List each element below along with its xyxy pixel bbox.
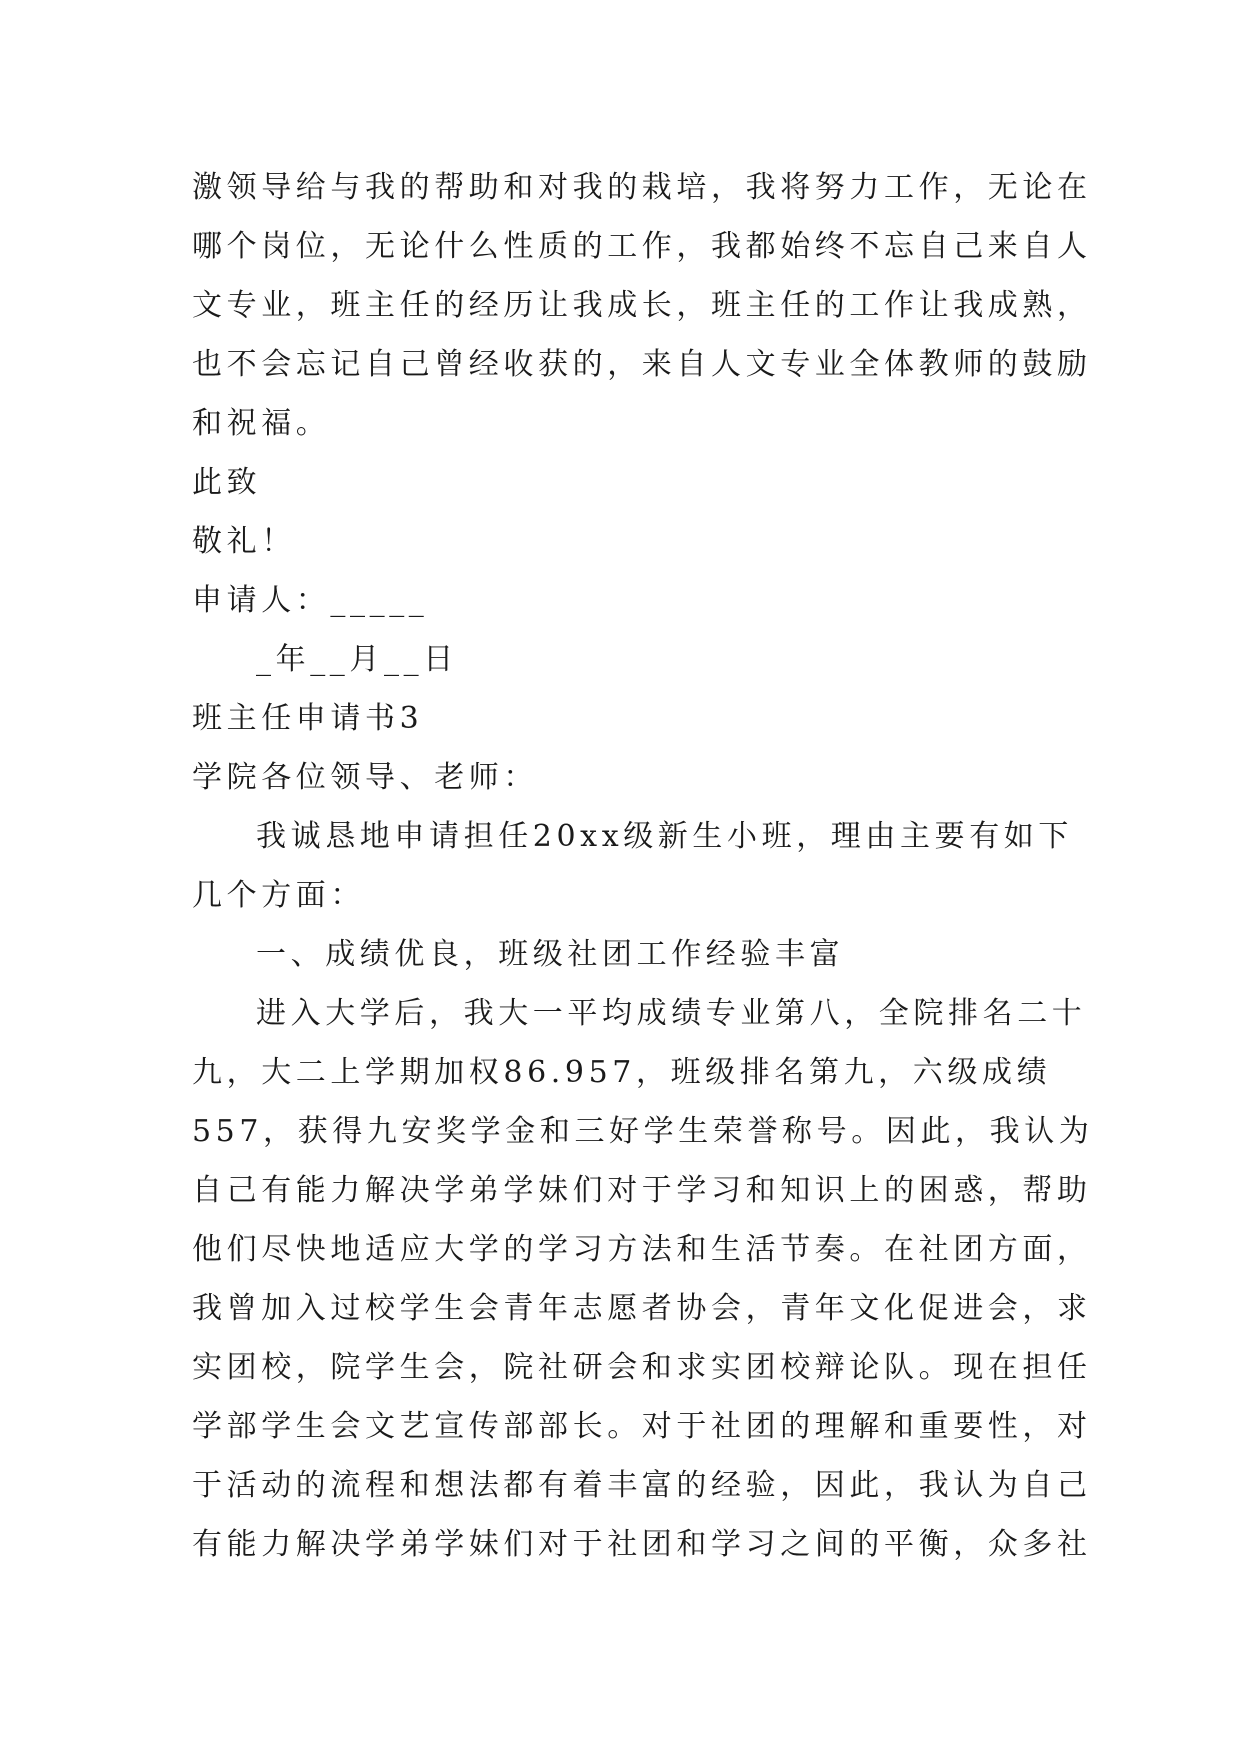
- paragraph-line: 557，获得九安奖学金和三好学生荣誉称号。因此，我认为: [192, 1114, 1094, 1149]
- paragraph-line: 进入大学后，我大一平均成绩专业第八，全院排名二十: [256, 996, 1087, 1031]
- document-body: [192, 158, 1094, 1574]
- paragraph-line: 我诚恳地申请担任20xx级新生小班，理由主要有如下: [256, 819, 1074, 854]
- paragraph-line: 几个方面：: [192, 878, 365, 913]
- paragraph-line: 自己有能力解决学弟学妹们对于学习和知识上的困惑，帮助: [192, 1173, 1092, 1208]
- paragraph-line: 他们尽快地适应大学的学习方法和生活节奏。在社团方面，: [192, 1232, 1092, 1267]
- date-line: _年__月__日: [256, 642, 458, 677]
- paragraph-line: 九，大二上学期加权86.957，班级排名第九，六级成绩: [192, 1055, 1052, 1090]
- greeting: 学院各位领导、老师：: [192, 760, 538, 795]
- applicant-signature-line: 申请人：_____: [192, 583, 429, 618]
- closing-regards: 敬礼！: [192, 524, 296, 559]
- section-title: 班主任申请书3: [192, 701, 424, 736]
- paragraph-line: 激领导给与我的帮助和对我的栽培，我将努力工作，无论在: [192, 170, 1092, 205]
- paragraph-line: 有能力解决学弟学妹们对于社团和学习之间的平衡，众多社: [192, 1527, 1092, 1562]
- subheading: 一、成绩优良，班级社团工作经验丰富: [256, 937, 845, 972]
- paragraph-line: 我曾加入过校学生会青年志愿者协会，青年文化促进会，求: [192, 1291, 1092, 1326]
- paragraph-line: 和祝福。: [192, 406, 331, 441]
- paragraph-line: 于活动的流程和想法都有着丰富的经验，因此，我认为自己: [192, 1468, 1092, 1503]
- paragraph-line: 学部学生会文艺宣传部部长。对于社团的理解和重要性，对: [192, 1409, 1092, 1444]
- paragraph-line: 也不会忘记自己曾经收获的，来自人文专业全体教师的鼓励: [192, 347, 1092, 382]
- paragraph-line: 实团校，院学生会，院社研会和求实团校辩论队。现在担任: [192, 1350, 1092, 1385]
- paragraph-line: 哪个岗位，无论什么性质的工作，我都始终不忘自己来自人: [192, 229, 1092, 264]
- closing-salutation: 此致: [192, 465, 262, 500]
- paragraph-line: 文专业，班主任的经历让我成长，班主任的工作让我成熟，: [192, 288, 1092, 323]
